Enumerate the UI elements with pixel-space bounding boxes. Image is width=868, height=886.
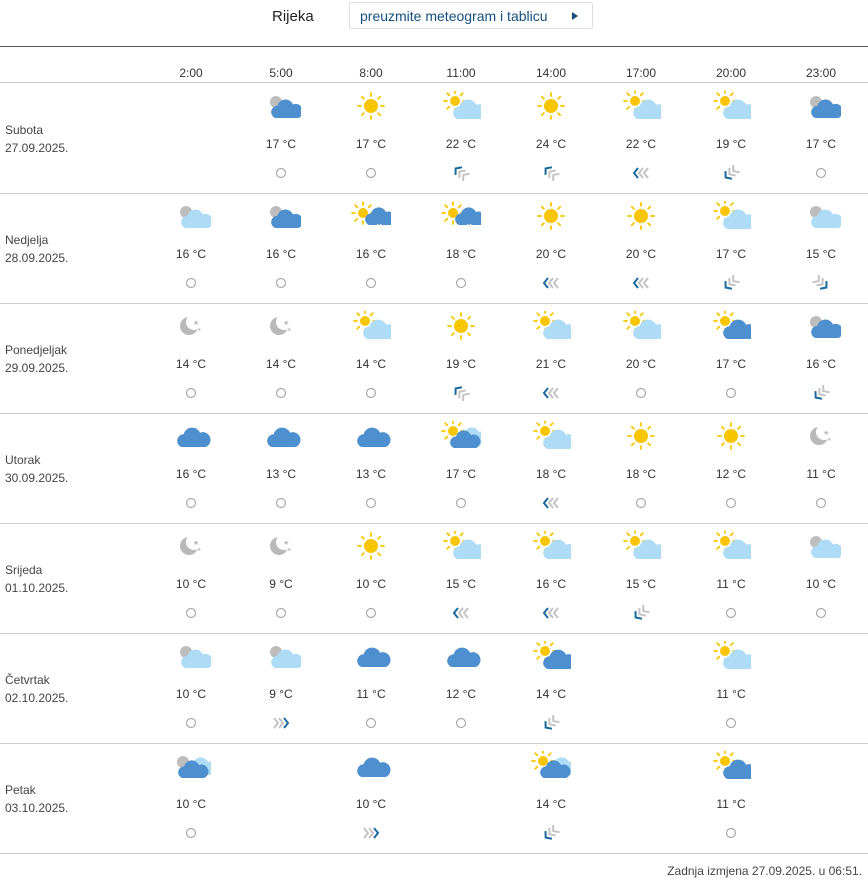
forecast-cell <box>506 303 596 413</box>
sun-icon <box>351 91 391 121</box>
forecast-cell <box>686 633 776 743</box>
temperature: 18 °C <box>535 467 567 481</box>
sun-light-cloud-icon <box>351 311 391 341</box>
forecast-cell <box>326 743 416 853</box>
temperature: 14 °C <box>535 687 567 701</box>
wind-e-icon <box>539 495 563 511</box>
calm-icon <box>449 275 473 291</box>
calm-icon <box>719 605 743 621</box>
sun-icon <box>621 201 661 231</box>
cloud-icon <box>441 641 481 671</box>
forecast-cell <box>686 303 776 413</box>
calm-icon <box>449 715 473 731</box>
day-row <box>0 523 868 634</box>
temperature: 14 °C <box>535 797 567 811</box>
day-row <box>0 303 868 414</box>
temperature: 22 °C <box>445 137 477 151</box>
forecast-cell <box>326 83 416 193</box>
header-bar <box>0 0 868 47</box>
temperature: 21 °C <box>535 357 567 371</box>
forecast-cell <box>776 193 866 303</box>
calm-icon <box>179 605 203 621</box>
partly-cloudy-night-light-icon <box>171 201 211 231</box>
temperature: 10 °C <box>805 577 837 591</box>
wind-se-icon <box>539 825 563 841</box>
temperature: 18 °C <box>625 467 657 481</box>
moon-icon <box>261 311 301 341</box>
forecast-cell <box>326 523 416 633</box>
hour-label: 17:00 <box>625 66 657 80</box>
wind-e-icon <box>629 275 653 291</box>
sun-icon <box>711 421 751 451</box>
forecast-cell <box>146 303 236 413</box>
svg-text:★: ★ <box>287 327 292 333</box>
sun-clouds-icon <box>531 751 571 781</box>
download-meteogram-label: preuzmite meteogram i tablicu <box>360 8 548 24</box>
wind-e-icon <box>449 605 473 621</box>
calm-icon <box>179 495 203 511</box>
calm-icon <box>269 165 293 181</box>
temperature: 16 °C <box>175 247 207 261</box>
forecast-cell <box>416 193 506 303</box>
day-label <box>5 341 68 377</box>
forecast-cell <box>776 523 866 633</box>
download-meteogram-button[interactable] <box>349 2 593 29</box>
svg-text:★: ★ <box>193 539 200 547</box>
calm-icon <box>269 495 293 511</box>
forecast-cell <box>416 83 506 193</box>
temperature: 14 °C <box>265 357 297 371</box>
temperature: 13 °C <box>355 467 387 481</box>
forecast-cell <box>236 83 326 193</box>
forecast-cell <box>596 523 686 633</box>
wind-w-icon <box>269 715 293 731</box>
partly-cloudy-night-clouds-icon <box>171 751 211 781</box>
day-name: Petak <box>5 783 36 797</box>
hour-label: 20:00 <box>715 66 747 80</box>
day-row <box>0 193 868 304</box>
day-date: 28.09.2025. <box>5 251 69 265</box>
hour-label: 14:00 <box>535 66 567 80</box>
forecast-cell <box>146 743 236 853</box>
moon-icon <box>261 531 301 561</box>
svg-text:★: ★ <box>283 319 290 327</box>
forecast-cell <box>506 633 596 743</box>
forecast-cell <box>416 633 506 743</box>
calm-icon <box>719 825 743 841</box>
forecast-cell <box>146 523 236 633</box>
forecast-cell <box>416 303 506 413</box>
forecast-cell <box>776 83 866 193</box>
sun-light-cloud-icon <box>711 91 751 121</box>
forecast-cell <box>686 193 776 303</box>
wind-e-icon <box>539 275 563 291</box>
forecast-cell <box>236 193 326 303</box>
cloud-icon <box>261 421 301 451</box>
calm-icon <box>269 275 293 291</box>
sun-clouds-icon <box>441 421 481 451</box>
forecast-cell <box>506 193 596 303</box>
wind-se-icon <box>719 165 743 181</box>
calm-icon <box>359 605 383 621</box>
calm-icon <box>359 165 383 181</box>
hour-label: 5:00 <box>269 66 293 80</box>
forecast-cell <box>326 633 416 743</box>
temperature: 9 °C <box>269 687 293 701</box>
day-label <box>5 671 68 707</box>
temperature: 17 °C <box>355 137 387 151</box>
forecast-cell <box>686 743 776 853</box>
city-name: Rijeka <box>272 8 314 25</box>
calm-icon <box>719 385 743 401</box>
svg-text:★: ★ <box>283 539 290 547</box>
forecast-cell <box>416 413 506 523</box>
forecast-cell <box>146 413 236 523</box>
calm-icon <box>359 385 383 401</box>
sun-light-cloud-icon <box>441 531 481 561</box>
temperature: 11 °C <box>716 687 746 701</box>
forecast-cell <box>776 413 866 523</box>
sun-icon <box>351 531 391 561</box>
wind-se-icon <box>719 275 743 291</box>
temperature: 15 °C <box>625 577 657 591</box>
forecast-cell <box>326 413 416 523</box>
temperature: 12 °C <box>715 467 747 481</box>
calm-icon <box>269 385 293 401</box>
sun-light-cloud-icon <box>621 531 661 561</box>
temperature: 19 °C <box>715 137 747 151</box>
sun-light-cloud-icon <box>531 531 571 561</box>
wind-ne-icon <box>449 165 473 181</box>
partly-cloudy-night-icon <box>801 311 841 341</box>
cloud-icon <box>171 421 211 451</box>
sun-icon <box>621 421 661 451</box>
hour-label: 2:00 <box>179 66 203 80</box>
temperature: 17 °C <box>715 357 747 371</box>
sun-light-cloud-icon <box>621 311 661 341</box>
forecast-cell <box>416 523 506 633</box>
sun-icon <box>531 91 571 121</box>
temperature: 20 °C <box>625 247 657 261</box>
partly-cloudy-night-light-icon <box>261 641 301 671</box>
partly-cloudy-night-icon <box>261 201 301 231</box>
day-name: Ponedjeljak <box>5 343 68 357</box>
partly-cloudy-night-light-icon <box>801 201 841 231</box>
calm-icon <box>359 715 383 731</box>
sun-icon <box>531 201 571 231</box>
cloud-icon <box>351 751 391 781</box>
forecast-cell <box>776 303 866 413</box>
svg-text:★: ★ <box>827 437 832 443</box>
calm-icon <box>719 495 743 511</box>
temperature: 10 °C <box>175 577 207 591</box>
temperature: 22 °C <box>625 137 657 151</box>
forecast-cell <box>506 523 596 633</box>
hour-label: 8:00 <box>359 66 383 80</box>
temperature: 12 °C <box>445 687 477 701</box>
wind-ne-icon <box>539 165 563 181</box>
partly-cloudy-night-light-icon <box>801 531 841 561</box>
partly-cloudy-night-icon <box>801 91 841 121</box>
temperature: 15 °C <box>445 577 477 591</box>
forecast-cell <box>146 633 236 743</box>
calm-icon <box>179 825 203 841</box>
forecast-cell <box>236 303 326 413</box>
forecast-cell <box>236 633 326 743</box>
forecast-cell <box>146 193 236 303</box>
calm-icon <box>359 495 383 511</box>
partly-cloudy-night-icon <box>261 91 301 121</box>
temperature: 24 °C <box>535 137 567 151</box>
temperature: 17 °C <box>715 247 747 261</box>
svg-text:★: ★ <box>197 547 202 553</box>
svg-text:★: ★ <box>823 429 830 437</box>
temperature: 11 °C <box>806 467 836 481</box>
day-name: Nedjelja <box>5 233 49 247</box>
last-updated: Zadnja izmjena 27.09.2025. u 06:51. <box>667 864 862 878</box>
forecast-cell <box>596 413 686 523</box>
calm-icon <box>629 385 653 401</box>
day-label <box>5 121 68 157</box>
calm-icon <box>809 165 833 181</box>
sun-icon <box>441 311 481 341</box>
day-row <box>0 743 868 854</box>
partly-cloudy-night-light-icon <box>171 641 211 671</box>
day-date: 01.10.2025. <box>5 581 69 595</box>
temperature: 10 °C <box>175 687 207 701</box>
forecast-cell <box>686 83 776 193</box>
temperature: 10 °C <box>355 797 387 811</box>
sun-rain-cloud-icon <box>351 201 391 231</box>
temperature: 17 °C <box>445 467 477 481</box>
day-row <box>0 413 868 524</box>
forecast-cell <box>326 303 416 413</box>
day-name: Četvrtak <box>5 673 50 687</box>
day-date: 02.10.2025. <box>5 691 69 705</box>
temperature: 11 °C <box>356 687 386 701</box>
moon-icon <box>171 531 211 561</box>
calm-icon <box>629 495 653 511</box>
temperature: 16 °C <box>535 577 567 591</box>
temperature: 20 °C <box>535 247 567 261</box>
forecast-cell <box>506 413 596 523</box>
moon-icon <box>801 421 841 451</box>
calm-icon <box>809 605 833 621</box>
calm-icon <box>179 275 203 291</box>
calm-icon <box>359 275 383 291</box>
wind-e-icon <box>539 385 563 401</box>
cloud-icon <box>351 641 391 671</box>
day-date: 27.09.2025. <box>5 141 69 155</box>
calm-icon <box>449 495 473 511</box>
day-label <box>5 781 68 817</box>
sun-light-cloud-icon <box>531 311 571 341</box>
hours-header <box>0 66 868 83</box>
forecast-cell <box>506 83 596 193</box>
wind-se-icon <box>629 605 653 621</box>
temperature: 16 °C <box>805 357 837 371</box>
sun-cloud-icon <box>711 751 751 781</box>
hour-label: 11:00 <box>446 66 476 80</box>
temperature: 16 °C <box>175 467 207 481</box>
svg-text:★: ★ <box>197 327 202 333</box>
temperature: 19 °C <box>445 357 477 371</box>
day-date: 29.09.2025. <box>5 361 69 375</box>
wind-se-icon <box>539 715 563 731</box>
calm-icon <box>179 715 203 731</box>
sun-rain-cloud-icon <box>441 201 481 231</box>
sun-cloud-icon <box>711 311 751 341</box>
temperature: 14 °C <box>355 357 387 371</box>
calm-icon <box>719 715 743 731</box>
calm-icon <box>809 495 833 511</box>
day-name: Srijeda <box>5 563 43 577</box>
day-name: Subota <box>5 123 44 137</box>
cloud-icon <box>351 421 391 451</box>
calm-icon <box>269 605 293 621</box>
wind-ne-icon <box>449 385 473 401</box>
sun-light-cloud-icon <box>621 91 661 121</box>
forecast-cell <box>236 523 326 633</box>
day-label <box>5 561 68 597</box>
forecast-cell <box>596 83 686 193</box>
temperature: 16 °C <box>265 247 297 261</box>
temperature: 17 °C <box>265 137 297 151</box>
svg-text:★: ★ <box>287 547 292 553</box>
calm-icon <box>179 385 203 401</box>
temperature: 14 °C <box>175 357 207 371</box>
sun-light-cloud-icon <box>441 91 481 121</box>
chevron-right-icon <box>572 12 578 20</box>
temperature: 11 °C <box>716 797 746 811</box>
day-row <box>0 83 868 194</box>
day-label <box>5 231 68 267</box>
sun-light-cloud-icon <box>711 641 751 671</box>
temperature: 10 °C <box>175 797 207 811</box>
sun-cloud-icon <box>531 641 571 671</box>
forecast-cell <box>596 193 686 303</box>
wind-sw-icon <box>809 275 833 291</box>
temperature: 13 °C <box>265 467 297 481</box>
wind-e-icon <box>539 605 563 621</box>
wind-w-icon <box>359 825 383 841</box>
sun-light-cloud-icon <box>711 531 751 561</box>
temperature: 20 °C <box>625 357 657 371</box>
sun-light-cloud-icon <box>711 201 751 231</box>
forecast-cell <box>236 413 326 523</box>
temperature: 17 °C <box>805 137 837 151</box>
forecast-cell <box>686 523 776 633</box>
forecast-cell <box>686 413 776 523</box>
day-date: 30.09.2025. <box>5 471 69 485</box>
temperature: 18 °C <box>445 247 477 261</box>
svg-text:★: ★ <box>193 319 200 327</box>
forecast-cell <box>326 193 416 303</box>
day-label <box>5 451 68 487</box>
temperature: 15 °C <box>805 247 837 261</box>
moon-icon <box>171 311 211 341</box>
hour-label: 23:00 <box>805 66 837 80</box>
wind-se-icon <box>809 385 833 401</box>
forecast-cell <box>596 303 686 413</box>
temperature: 10 °C <box>355 577 387 591</box>
forecast-cell <box>506 743 596 853</box>
day-date: 03.10.2025. <box>5 801 69 815</box>
temperature: 11 °C <box>716 577 746 591</box>
wind-e-icon <box>629 165 653 181</box>
day-row <box>0 633 868 744</box>
day-name: Utorak <box>5 453 41 467</box>
sun-light-cloud-icon <box>531 421 571 451</box>
temperature: 16 °C <box>355 247 387 261</box>
temperature: 9 °C <box>269 577 293 591</box>
